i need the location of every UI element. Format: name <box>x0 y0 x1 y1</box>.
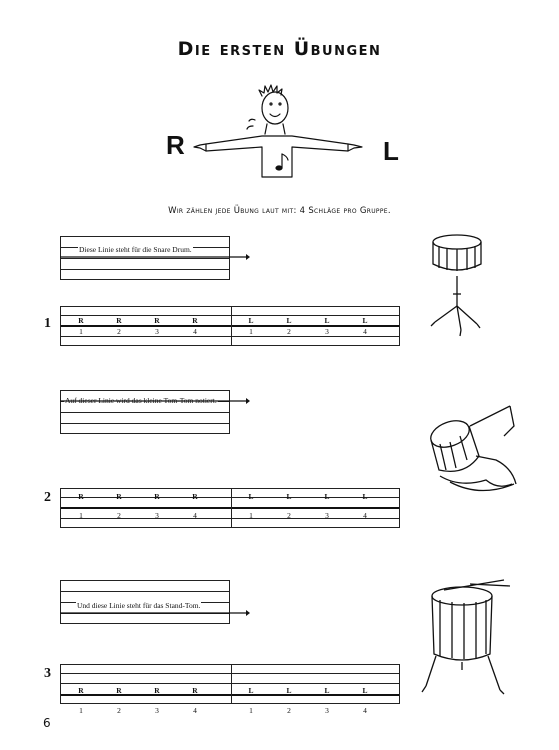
page-title: Die ersten Übungen <box>177 38 382 60</box>
hand-mark: L <box>286 686 292 695</box>
count-mark: 4 <box>363 706 367 715</box>
hand-mark: R <box>154 686 160 695</box>
tom-tom-icon <box>410 406 520 506</box>
floor-tom-icon <box>418 576 518 706</box>
hand-mark: R <box>154 492 160 501</box>
count-mark: 2 <box>117 706 121 715</box>
count-mark: 1 <box>79 706 83 715</box>
count-mark: 3 <box>155 327 159 336</box>
exercise-number: 3 <box>44 666 51 681</box>
snare-drum-icon <box>425 232 505 352</box>
count-mark: 2 <box>287 511 291 520</box>
hand-mark: R <box>192 316 198 325</box>
hand-mark: L <box>248 492 254 501</box>
intro-text-floortom: Und diese Linie steht für das Stand-Tom. <box>77 601 201 610</box>
count-mark: 3 <box>325 706 329 715</box>
exercise-number: 2 <box>44 490 51 505</box>
hand-mark: L <box>286 492 292 501</box>
count-mark: 2 <box>117 327 121 336</box>
arrow-right-icon <box>60 396 250 406</box>
exercise-number: 1 <box>44 316 51 331</box>
count-mark: 4 <box>193 706 197 715</box>
hand-mark: R <box>78 686 84 695</box>
count-mark: 3 <box>155 511 159 520</box>
arrow-right-icon <box>60 608 250 618</box>
left-hand-label: L <box>383 136 399 166</box>
count-mark: 4 <box>363 327 367 336</box>
intro-text-tom: Auf dieser Linie wird das kleine Tom-Tom notiert. <box>65 396 217 405</box>
exercise-staff-1 <box>60 306 400 346</box>
count-mark: 1 <box>249 327 253 336</box>
hand-mark: L <box>286 316 292 325</box>
hand-mark: R <box>116 492 122 501</box>
count-mark: 2 <box>117 511 121 520</box>
counting-instruction: Wir zählen jede Übung laut mit: 4 Schläge pro Gruppe. <box>168 206 391 216</box>
hand-mark: R <box>78 316 84 325</box>
count-mark: 4 <box>193 327 197 336</box>
right-hand-label: R <box>166 130 185 160</box>
count-mark: 2 <box>287 706 291 715</box>
count-mark: 1 <box>249 706 253 715</box>
count-mark: 4 <box>363 511 367 520</box>
hand-mark: L <box>324 492 330 501</box>
hand-mark: L <box>248 316 254 325</box>
hand-mark: R <box>116 686 122 695</box>
count-mark: 3 <box>325 327 329 336</box>
count-mark: 1 <box>249 511 253 520</box>
hand-mark: R <box>192 686 198 695</box>
hand-mark: R <box>192 492 198 501</box>
count-mark: 2 <box>287 327 291 336</box>
hand-mark: R <box>116 316 122 325</box>
intro-text-snare: Diese Linie steht für die Snare Drum. <box>79 245 192 254</box>
character-pointing-icon <box>200 80 370 190</box>
arrow-right-icon <box>60 252 250 262</box>
count-mark: 4 <box>193 511 197 520</box>
hand-mark: L <box>362 316 368 325</box>
page-number: 6 <box>43 716 51 730</box>
hand-mark: R <box>78 492 84 501</box>
count-mark: 1 <box>79 511 83 520</box>
count-mark: 1 <box>79 327 83 336</box>
hand-mark: L <box>324 316 330 325</box>
count-mark: 3 <box>155 706 159 715</box>
hand-mark: R <box>154 316 160 325</box>
exercise-staff-3 <box>60 664 400 704</box>
count-mark: 3 <box>325 511 329 520</box>
hand-mark: L <box>248 686 254 695</box>
hand-mark: L <box>362 686 368 695</box>
hand-mark: L <box>324 686 330 695</box>
exercise-staff-2 <box>60 488 400 528</box>
hand-mark: L <box>362 492 368 501</box>
